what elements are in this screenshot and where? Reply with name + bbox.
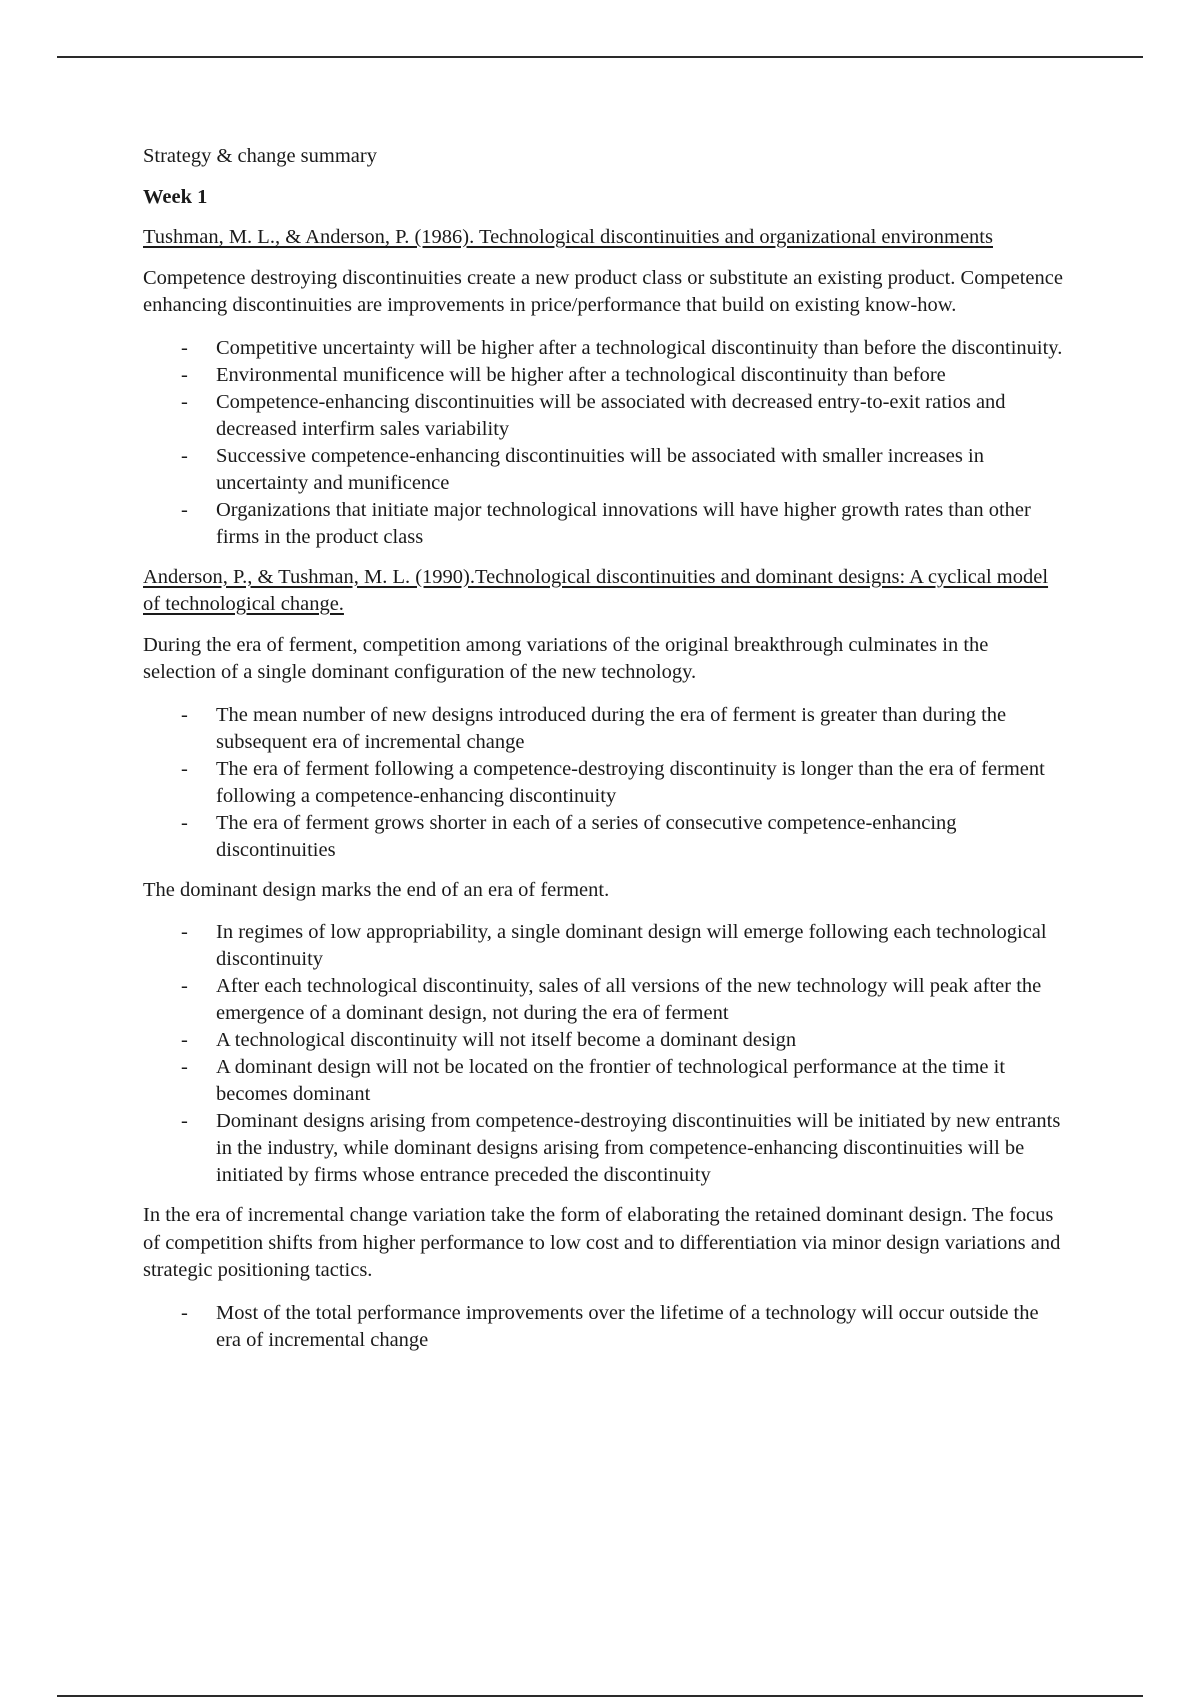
list-item: - Successive competence-enhancing discontinuities will be associated with smaller increases in uncertainty and munificence (143, 443, 1063, 497)
list-item: - The mean number of new designs introduced during the era of ferment is greater than during the subsequent era of incremental change (143, 702, 1063, 756)
list-item: - Competence-enhancing discontinuities will be associated with decreased entry-to-exit ratios and decreased interfirm sales variability (143, 389, 1063, 443)
list-item: - Dominant designs arising from competence-destroying discontinuities will be initiated by new entrants in the industry, while dominant designs arising from competence-enhancing discontinuities will be initiated by firms whose entrance preceded the discontinuity (143, 1108, 1063, 1189)
hypothesis-list (143, 919, 1063, 1189)
page-bottom-rule (57, 1695, 1143, 1697)
reference-heading: Tushman, M. L., & Anderson, P. (1986). Technological discontinuities and organizational environments (143, 226, 993, 248)
list-item: - Environmental munificence will be higher after a technological discontinuity than before (143, 362, 1063, 389)
summary-paragraph: Competence destroying discontinuities create a new product class or substitute an existing product. Competence enhancing discontinuities are improvements in price/performance that build on existing know-how. (143, 266, 1063, 316)
reference-heading: Anderson, P., & Tushman, M. L. (1990).Technological discontinuities and dominant designs: A cyclical model of technological change. (143, 565, 1049, 615)
list-item: - After each technological discontinuity, sales of all versions of the new technology will peak after the emergence of a dominant design, not during the era of ferment (143, 973, 1063, 1027)
hypothesis-list (143, 1300, 1063, 1354)
summary-paragraph: During the era of ferment, competition among variations of the original breakthrough culminates in the selection of a single dominant configuration of the new technology. (143, 633, 989, 683)
hypothesis-list (143, 702, 1063, 864)
list-item: - A technological discontinuity will not itself become a dominant design (143, 1027, 1063, 1054)
page-top-rule (57, 56, 1143, 58)
list-item: - In regimes of low appropriability, a single dominant design will emerge following each technological discontinuity (143, 919, 1063, 973)
document-body (143, 143, 1063, 1367)
list-item: - A dominant design will not be located on the frontier of technological performance at the time it becomes dominant (143, 1054, 1063, 1108)
document-title: Strategy & change summary (143, 145, 377, 167)
list-item: - The era of ferment grows shorter in each of a series of consecutive competence-enhancing discontinuities (143, 810, 1063, 864)
summary-paragraph: In the era of incremental change variation take the form of elaborating the retained dominant design. The focus of competition shifts from higher performance to low cost and to differentiation via minor design variations and strategic positioning tactics. (143, 1204, 1061, 1281)
list-item: - Most of the total performance improvements over the lifetime of a technology will occur outside the era of incremental change (143, 1300, 1063, 1354)
list-item: - The era of ferment following a competence-destroying discontinuity is longer than the era of ferment following a competence-enhancing discontinuity (143, 756, 1063, 810)
hypothesis-list (143, 335, 1063, 551)
list-item: - Organizations that initiate major technological innovations will have higher growth rates than other firms in the product class (143, 497, 1063, 551)
week-heading: Week 1 (143, 185, 208, 208)
summary-paragraph: The dominant design marks the end of an era of ferment. (143, 878, 610, 901)
list-item: - Competitive uncertainty will be higher after a technological discontinuity than before the discontinuity. (143, 335, 1063, 362)
